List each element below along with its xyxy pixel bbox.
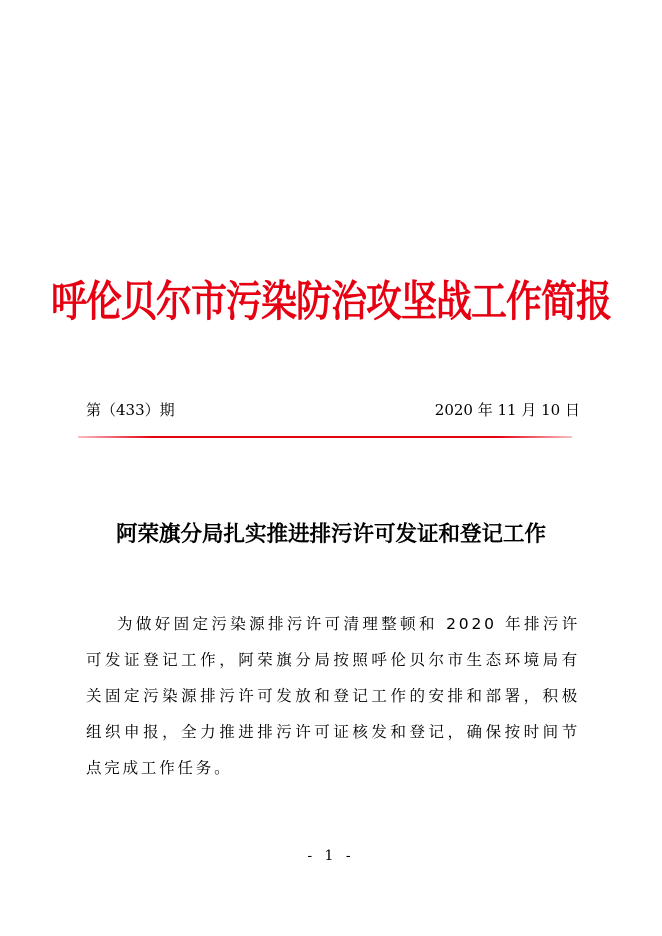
issue-date: 2020 年 11 月 10 日 xyxy=(434,401,580,419)
bulletin-masthead-title: 呼伦贝尔市污染防治攻坚战工作简报 xyxy=(50,277,611,327)
article-body: 为做好固定污染源排污许可清理整顿和 2020 年排污许可发证登记工作，阿荣旗分局按照呼伦贝尔市生态环境局有关固定污染源排污许可发放和登记工作的安排和部署，积极组织申报，全力推进排污许可证核发和登记，确保按时间节点完成工作任务。 xyxy=(86,615,580,777)
page-number: - 1 - xyxy=(307,848,355,864)
red-divider-line xyxy=(78,436,572,438)
issue-number: 第（433）期 xyxy=(86,401,175,419)
article-title: 阿荣旗分局扎实推进排污许可发证和登记工作 xyxy=(115,522,546,547)
issue-info-row xyxy=(86,398,580,422)
